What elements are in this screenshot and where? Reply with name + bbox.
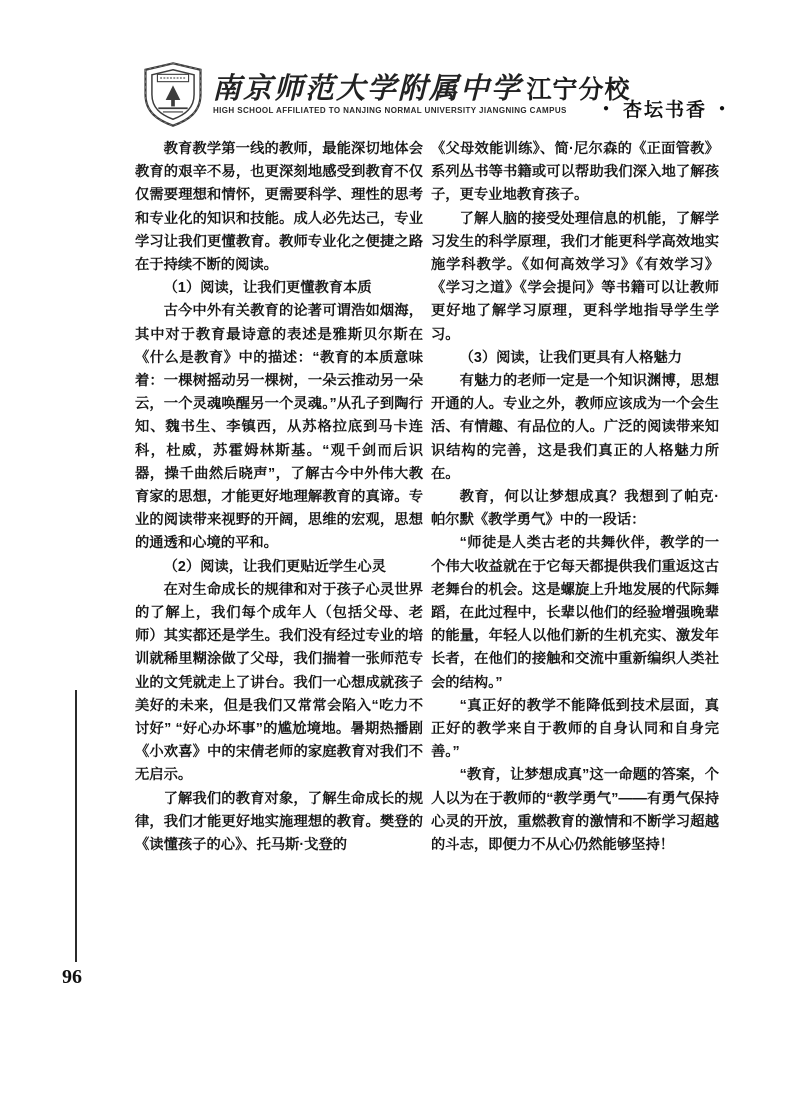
section-heading: （1）阅读，让我们更懂教育本质: [163, 280, 372, 297]
school-name-suffix: 江宁分校: [526, 76, 631, 104]
school-emblem-icon: [140, 61, 206, 128]
section-heading: （3）阅读，让我们更具有人格魅力: [459, 349, 682, 366]
body-paragraph: 教育教学第一线的教师，最能深切地体会教育的艰辛不易，也更深刻地感受到教育不仅仅需要理想和情怀，更需要科学、理性的思考和专业化的知识和技能。成人必先达己，专业学习让我们更懂教育。教师专业化之便捷之路在于持续不断的阅读。: [135, 141, 423, 274]
body-paragraph: “真正好的教学不能降低到技术层面，真正好的教学来自于教师的自身认同和自身完善。”: [431, 697, 719, 761]
bullet-icon: ●: [602, 102, 611, 114]
body-paragraph: “师徒是人类古老的共舞伙伴，教学的一个伟大收益就在于它每天都提供我们重返这古老舞台的机会。这是螺旋上升地发展的代际舞蹈，在此过程中，长辈以他们的经验增强晚辈的能量，年轻人以他们新的生机充实、激发年长者，在他们的接触和交流中重新编织人类社会的结构。”: [431, 535, 719, 691]
section-label-text: 杏坛书香: [622, 100, 707, 121]
body-paragraph: 《父母效能训练》、简·尼尔森的《正面管教》系列丛书等书籍或可以帮助我们深入地了解孩子，更专业地教育孩子。: [431, 141, 719, 204]
body-paragraph: 古今中外有关教育的论著可谓浩如烟海，其中对于教育最诗意的表述是雅斯贝尔斯在《什么是教育》中的描述：“教育的本质意味着：一棵树摇动另一棵树，一朵云推动另一朵云，一个灵魂唤醒另一个灵魂。”从孔子到陶行知、魏书生、李镇西，从苏格拉底到马卡连科，杜威，苏霍姆林斯基。“观千剑而后识器，操千曲然后晓声”，了解古今中外伟大教育家的思想，才能更好地理解教育的真谛。专业的阅读带来视野的开阔，思维的宏观，思想的通透和心境的平和。: [135, 303, 423, 552]
page-number: 96: [62, 966, 82, 988]
article-body: [135, 138, 719, 857]
body-paragraph: 了解人脑的接受处理信息的机能，了解学习发生的科学原理，我们才能更科学高效地实施学科教学。《如何高效学习》《有效学习》《学习之道》《学会提问》等书籍可以让教师更好地了解学习原理，更科学地指导学生学习。: [431, 210, 719, 343]
bullet-icon: ●: [719, 102, 728, 114]
body-paragraph: “教育，让梦想成真”这一命题的答案，个人以为在于教师的“教学勇气”——有勇气保持心灵的开放，重燃教育的激情和不断学习超越的斗志，即便力不从心仍然能够坚持！: [431, 767, 719, 854]
margin-rule: [75, 690, 77, 962]
body-paragraph: 在对生命成长的规律和对于孩子心灵世界的了解上，我们每个成年人（包括父母、老师）其实都还是学生。我们没有经过专业的培训就稀里糊涂做了父母，我们揣着一张师范专业的文凭就走上了讲台。我们一心想成就孩子美好的未来，但是我们又常常会陷入“吃力不讨好” “好心办坏事”的尴尬境地。暑期热播剧《小欢喜》中的宋倩老师的家庭教育对我们不无启示。: [135, 581, 423, 784]
left-column: [135, 138, 423, 857]
column-section-label: [590, 95, 740, 122]
page-header: [0, 0, 805, 135]
school-name-english: HIGH SCHOOL AFFILIATED TO NANJING NORMAL UNIVERSITY JIANGNING CAMPUS: [213, 106, 567, 115]
body-paragraph: 有魅力的老师一定是一个知识渊博，思想开通的人。专业之外，教师应该成为一个会生活、有情趣、有品位的人。广泛的阅读带来知识结构的完善，这是我们真正的人格魅力所在。: [431, 373, 719, 482]
right-column: [431, 138, 719, 857]
body-paragraph: 教育，何以让梦想成真？我想到了帕克·帕尔默《教学勇气》中的一段话：: [431, 489, 719, 529]
section-heading: （2）阅读，让我们更贴近学生心灵: [163, 558, 386, 575]
school-name-main: 南京师范大学附属中学: [212, 73, 523, 105]
body-paragraph: 了解我们的教育对象，了解生命成长的规律，我们才能更好地实施理想的教育。樊登的《读懂孩子的心》、托马斯·戈登的: [135, 790, 423, 854]
